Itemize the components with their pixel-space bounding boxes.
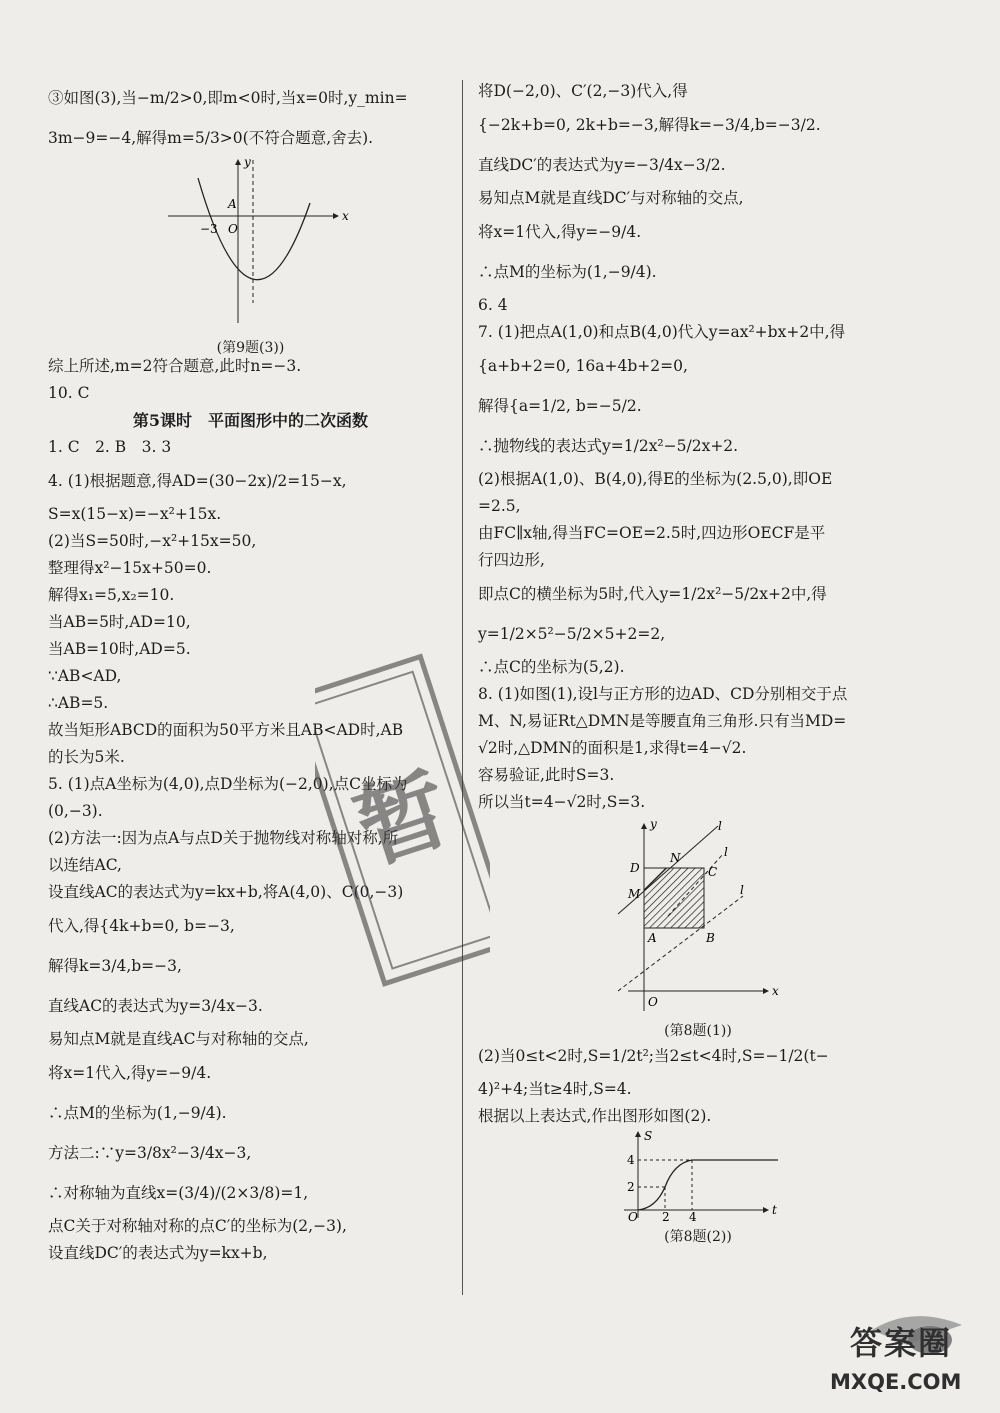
right-line: 8. (1)如图(1),设l与正方形的边AD、CD分别相交于点 (478, 685, 848, 703)
s-label: S (644, 1130, 653, 1143)
right-line: 将x=1代入,得y=−9/4. (478, 223, 642, 241)
y-label: y (650, 817, 657, 831)
right-line: 所以当t=4−√2时,S=3. (478, 793, 646, 811)
left-line: 的长为5米. (48, 748, 125, 766)
right-column (478, 78, 918, 1245)
left-line: 易知点M就是直线AC与对称轴的交点, (48, 1030, 309, 1048)
right-line: ∴抛物线的表达式y=1/2x²−5/2x+2. (478, 437, 739, 455)
left-line: ∴AB=5. (48, 694, 109, 712)
figure-8-1 (478, 816, 918, 1039)
right-line: 即点C的横坐标为5时,代入y=1/2x²−5/2x+2中,得 (478, 585, 827, 603)
point-d-label: D (630, 861, 640, 875)
left-line: 点C关于对称轴对称的点C′的坐标为(2,−3), (48, 1217, 347, 1235)
left-line: (2)方法一:因为点A与点D关于抛物线对称轴对称,所 (48, 829, 399, 847)
left-line: 1. C 2. B 3. 3 (48, 438, 172, 456)
right-line: 4)²+4;当t≥4时,S=4. (478, 1080, 632, 1098)
right-line: 解得{a=1/2, b=−5/2. (478, 397, 642, 415)
left-column (48, 78, 453, 1267)
left-line: ∵AB<AD, (48, 667, 122, 685)
point-n-label: N (670, 851, 681, 865)
right-line: {a+b+2=0, 16a+4b+2=0, (478, 357, 688, 375)
watermark-top-text: 答案圈 (850, 1324, 953, 1362)
figure-9-3 (48, 158, 453, 356)
left-line: 整理得x²−15x+50=0. (48, 559, 212, 577)
point-a-label: A (648, 931, 657, 945)
left-line: S=x(15−x)=−x²+15x. (48, 505, 222, 523)
left-line: 10. C (48, 384, 90, 402)
right-line: 易知点M就是直线DC′与对称轴的交点, (478, 189, 744, 207)
right-line: 直线DC′的表达式为y=−3/4x−3/2. (478, 156, 726, 174)
left-line: 方法二:∵y=3/8x²−3/4x−3, (48, 1144, 252, 1162)
left-line: 故当矩形ABCD的面积为50平方米且AB<AD时,AB (48, 721, 404, 739)
right-line: 容易验证,此时S=3. (478, 766, 615, 784)
left-line: 解得x₁=5,x₂=10. (48, 586, 175, 604)
right-line: M、N,易证Rt△DMN是等腰直角三角形.只有当MD= (478, 712, 847, 730)
line-l-label-2: l (724, 845, 728, 859)
left-line: 直线AC的表达式为y=3/4x−3. (48, 997, 263, 1015)
left-line: 当AB=5时,AD=10, (48, 613, 191, 631)
right-line: 将D(−2,0)、C′(2,−3)代入,得 (478, 82, 688, 100)
caption-fig8b: (第8题(2)) (664, 1229, 732, 1245)
right-line: 根据以上表达式,作出图形如图(2). (478, 1107, 712, 1125)
right-line: y=1/2×5²−5/2×5+2=2, (478, 625, 666, 643)
left-line: ∴对称轴为直线x=(3/4)/(2×3/8)=1, (48, 1184, 309, 1202)
tick-s2: 2 (627, 1180, 635, 1194)
origin-label: O (648, 995, 658, 1009)
left-line: 将x=1代入,得y=−9/4. (48, 1064, 212, 1082)
origin-label: O (628, 1210, 638, 1222)
right-line: {−2k+b=0, 2k+b=−3,解得k=−3/4,b=−3/2. (478, 116, 821, 134)
left-line: 设直线AC的表达式为y=kx+b,将A(4,0)、C(0,−3) (48, 883, 404, 901)
x-label: x (772, 984, 779, 998)
left-line: 综上所述,m=2符合题意,此时n=−3. (48, 357, 302, 375)
left-line: 解得k=3/4,b=−3, (48, 957, 182, 975)
watermark-bottom-text: MXQE.COM (830, 1370, 962, 1394)
right-line: =2.5, (478, 497, 521, 515)
origin-label: O (228, 222, 238, 236)
left-line: ③如图(3),当−m/2>0,即m<0时,当x=0时,y_min= (48, 89, 408, 107)
right-line: 6. 4 (478, 296, 508, 314)
x-label: x (342, 209, 349, 223)
left-line: 5. (1)点A坐标为(4,0),点D坐标为(−2,0),点C坐标为 (48, 775, 408, 793)
y-label: y (244, 158, 251, 169)
left-line: 设直线DC′的表达式为y=kx+b, (48, 1244, 268, 1262)
right-line: 行四边形, (478, 551, 545, 569)
left-line: 当AB=10时,AD=5. (48, 640, 191, 658)
right-line: (2)根据A(1,0)、B(4,0),得E的坐标为(2.5,0),即OE (478, 470, 833, 488)
left-line: 第5课时 平面图形中的二次函数 (132, 411, 369, 430)
stamp-text: 暂 (343, 755, 462, 884)
caption-fig9: (第9题(3)) (216, 340, 285, 356)
right-line: (2)当0≤t<2时,S=1/2t²;当2≤t<4时,S=−1/2(t− (478, 1047, 829, 1065)
s-t-graph (478, 1130, 918, 1222)
right-line: 由FC∥x轴,得当FC=OE=2.5时,四边形OECF是平 (478, 524, 826, 542)
figure-8-2 (478, 1130, 918, 1245)
tick-t2: 2 (662, 1210, 670, 1222)
right-line: √2时,△DMN的面积是1,求得t=4−√2. (478, 739, 747, 757)
right-line: ∴点C的坐标为(5,2). (478, 658, 625, 676)
point-c-label: C (708, 865, 718, 879)
t-label: t (772, 1203, 777, 1217)
square-region-graph (478, 816, 918, 1016)
column-divider (462, 80, 463, 1295)
point-b-label: B (706, 931, 715, 945)
left-line: ∴点M的坐标为(1,−9/4). (48, 1104, 227, 1122)
right-line: 7. (1)把点A(1,0)和点B(4,0)代入y=ax²+bx+2中,得 (478, 323, 846, 341)
s-t-curve (638, 1160, 778, 1210)
point-a-label: A (228, 197, 237, 211)
left-line: 4. (1)根据题意,得AD=(30−2x)/2=15−x, (48, 472, 347, 490)
left-line: (2)当S=50时,−x²+15x=50, (48, 532, 257, 550)
tick-minus3: −3 (200, 222, 218, 236)
shaded-region (644, 868, 704, 928)
line-l-label-1: l (718, 819, 722, 833)
right-line: ∴点M的坐标为(1,−9/4). (478, 263, 657, 281)
left-line: 3m−9=−4,解得m=5/3>0(不符合题意,舍去). (48, 129, 374, 147)
tick-t4: 4 (689, 1210, 697, 1222)
point-m-label: M (628, 887, 641, 901)
caption-fig8a: (第8题(1)) (664, 1023, 732, 1039)
left-line: 以连结AC, (48, 856, 122, 874)
parabola-graph (48, 158, 453, 333)
left-line: (0,−3). (48, 802, 103, 820)
tick-s4: 4 (627, 1153, 635, 1167)
left-line: 代入,得{4k+b=0, b=−3, (48, 917, 235, 935)
line-l-label-3: l (740, 883, 744, 897)
